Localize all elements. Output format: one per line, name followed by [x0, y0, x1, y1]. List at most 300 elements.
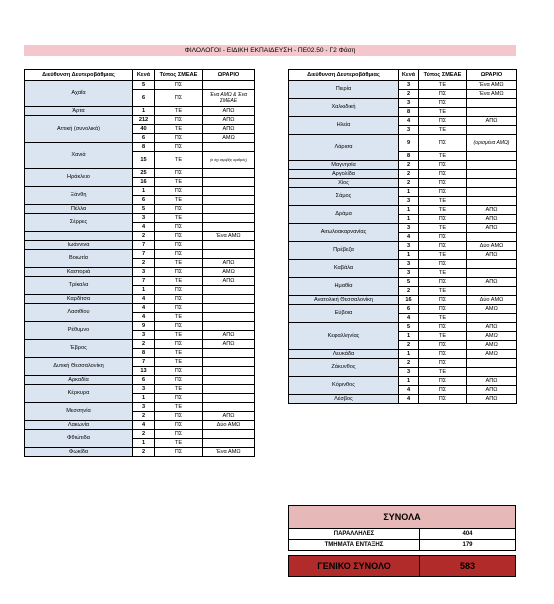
direction-name: Σέρρες [25, 214, 133, 232]
schedule [203, 430, 255, 439]
direction-name: Έβρος [25, 340, 133, 358]
school-type: ΠΣ [155, 376, 203, 385]
direction-name: Πέλλα [25, 205, 133, 214]
school-type: ΠΣ [155, 116, 203, 125]
schedule: (ο όχι ακριβής αριθμός) [203, 152, 255, 169]
table-row [289, 188, 517, 197]
direction-name: Αχαΐα [25, 81, 133, 107]
vacancy-count: 2 [399, 287, 419, 296]
direction-name: Κέρκυρα [25, 385, 133, 403]
vacancy-count: 7 [133, 277, 155, 286]
schedule [467, 233, 517, 242]
table-row [25, 430, 255, 439]
vacancy-count: 2 [133, 259, 155, 268]
direction-name: Κεφαλληνίας [289, 323, 399, 350]
vacancy-count: 2 [133, 232, 155, 241]
school-type: ΠΣ [155, 340, 203, 349]
vacancy-count: 8 [133, 143, 155, 152]
vacancy-count: 3 [399, 81, 419, 90]
school-type: ΤΕ [155, 385, 203, 394]
right-vacancies-table [288, 69, 517, 404]
vacancy-count: 2 [399, 161, 419, 170]
school-type: ΠΣ [419, 377, 467, 386]
schedule [203, 349, 255, 358]
direction-name: Ζάκυνθος [289, 359, 399, 377]
school-type: ΠΣ [419, 99, 467, 108]
schedule [467, 161, 517, 170]
left-vacancies-table [24, 69, 255, 457]
school-type: ΤΕ [155, 214, 203, 223]
vacancy-count: 1 [399, 377, 419, 386]
vacancy-count: 6 [133, 376, 155, 385]
schedule: ΑΠΩ [203, 259, 255, 268]
schedule [203, 376, 255, 385]
school-type: ΤΕ [155, 259, 203, 268]
vacancy-count: 16 [133, 178, 155, 187]
school-type: ΤΕ [155, 331, 203, 340]
schedule [467, 99, 517, 108]
vacancy-count: 8 [133, 349, 155, 358]
table-row [25, 205, 255, 214]
vacancy-count: 5 [399, 278, 419, 287]
schedule [203, 385, 255, 394]
vacancy-count: 25 [133, 169, 155, 178]
school-type: ΠΣ [419, 179, 467, 188]
vacancy-count: 3 [133, 214, 155, 223]
vacancy-count: 4 [399, 395, 419, 404]
schedule: ΑΠΩ [467, 206, 517, 215]
school-type: ΠΣ [155, 295, 203, 304]
schedule [203, 214, 255, 223]
direction-name: Ανατολική Θεσσαλονίκη [289, 296, 399, 305]
direction-name: Αργολίδα [289, 170, 399, 179]
totals-panel [288, 505, 516, 577]
vacancy-count: 3 [133, 385, 155, 394]
direction-name: Βοιωτία [25, 250, 133, 268]
vacancy-count: 3 [133, 403, 155, 412]
school-type: ΠΣ [155, 250, 203, 259]
school-type: ΠΣ [155, 322, 203, 331]
schedule [203, 394, 255, 403]
vacancy-count: 3 [399, 224, 419, 233]
direction-name: Ιωάννινα [25, 241, 133, 250]
schedule: ΑΜΩ [467, 305, 517, 314]
vacancy-count: 4 [399, 386, 419, 395]
vacancy-count: 13 [133, 367, 155, 376]
table-row [289, 99, 517, 108]
table-row [289, 242, 517, 251]
table-row [289, 179, 517, 188]
schedule: ΑΠΩ [467, 278, 517, 287]
vacancy-count: 3 [399, 260, 419, 269]
table-header-row [25, 70, 255, 81]
vacancy-count: 15 [133, 152, 155, 169]
schedule: ΑΠΩ [467, 251, 517, 260]
school-type: ΠΣ [419, 188, 467, 197]
direction-name: Μεσσηνία [25, 403, 133, 421]
table-row [25, 448, 255, 457]
parallel-label: ΠΑΡΑΛΛΗΛΕΣ [289, 529, 420, 539]
schedule [467, 170, 517, 179]
direction-name: Φθιώτιδα [25, 430, 133, 448]
schedule [203, 169, 255, 178]
direction-name: Φωκίδα [25, 448, 133, 457]
vacancy-count: 3 [399, 242, 419, 251]
vacancy-count: 2 [399, 170, 419, 179]
vacancy-count: 7 [133, 250, 155, 259]
school-type: ΤΕ [155, 152, 203, 169]
direction-name: Κόρινθος [289, 377, 399, 395]
schedule: ΑΠΩ [467, 395, 517, 404]
school-type: ΠΣ [155, 143, 203, 152]
table-row [25, 385, 255, 394]
school-type: ΠΣ [419, 233, 467, 242]
table-row [25, 81, 255, 90]
direction-name: Χαλκιδική [289, 99, 399, 117]
header-direction: Διεύθυνση Δευτεροβάθμιας [289, 70, 399, 81]
table-row [289, 117, 517, 126]
school-type: ΠΣ [419, 395, 467, 404]
header-schedule: ΩΡΑΡΙΟ [203, 70, 255, 81]
vacancy-count: 9 [133, 322, 155, 331]
direction-name: Δράμα [289, 206, 399, 224]
direction-name: Τρίκαλα [25, 277, 133, 295]
vacancy-count: 4 [133, 313, 155, 322]
schedule: ΑΠΩ [467, 224, 517, 233]
schedule [203, 223, 255, 232]
schedule: ΑΜΩ [467, 341, 517, 350]
vacancy-count: 3 [399, 368, 419, 377]
vacancy-count: 3 [399, 126, 419, 135]
table-row [289, 395, 517, 404]
schedule: Ένα ΑΜΩ [467, 90, 517, 99]
vacancy-count: 4 [399, 233, 419, 242]
schedule [203, 143, 255, 152]
schedule: Ένα ΑΜΩ [467, 81, 517, 90]
direction-name: Μαγνησία [289, 161, 399, 170]
vacancy-count: 1 [133, 394, 155, 403]
table-row [25, 241, 255, 250]
grand-total-value: 583 [459, 561, 476, 571]
school-type: ΠΣ [155, 232, 203, 241]
direction-name: Λακωνία [25, 421, 133, 430]
schedule: ΑΜΩ [467, 350, 517, 359]
direction-name: Πρέβεζα [289, 242, 399, 260]
vacancy-count: 1 [133, 187, 155, 196]
direction-name: Χίος [289, 179, 399, 188]
table-row [25, 322, 255, 331]
school-type: ΠΣ [419, 215, 467, 224]
table-row [289, 377, 517, 386]
schedule: ΑΠΩ [467, 215, 517, 224]
school-type: ΤΕ [419, 206, 467, 215]
schedule: ΑΠΩ [467, 323, 517, 332]
schedule [203, 367, 255, 376]
school-type: ΤΕ [155, 349, 203, 358]
table-row [289, 296, 517, 305]
vacancy-count: 4 [399, 117, 419, 126]
vacancy-count: 2 [399, 179, 419, 188]
vacancy-count: 4 [133, 421, 155, 430]
vacancy-count: 4 [133, 304, 155, 313]
schedule [467, 197, 517, 206]
direction-name: Λευκάδα [289, 350, 399, 359]
school-type: ΠΣ [419, 170, 467, 179]
vacancy-count: 2 [133, 340, 155, 349]
vacancy-count: 1 [133, 107, 155, 116]
table-row [289, 350, 517, 359]
vacancy-count: 6 [133, 134, 155, 143]
school-type: ΠΣ [155, 134, 203, 143]
table-row [25, 295, 255, 304]
school-type: ΠΣ [419, 90, 467, 99]
schedule [467, 287, 517, 296]
direction-name: Ξάνθη [25, 187, 133, 205]
school-type: ΤΕ [419, 314, 467, 323]
schedule [467, 179, 517, 188]
table-row [25, 116, 255, 125]
school-type: ΠΣ [419, 242, 467, 251]
table-row [25, 107, 255, 116]
vacancy-count: 6 [133, 90, 155, 107]
direction-name: Λάρισα [289, 135, 399, 161]
vacancy-count: 6 [399, 305, 419, 314]
schedule [467, 359, 517, 368]
schedule [467, 108, 517, 117]
school-type: ΠΣ [155, 90, 203, 107]
schedule [203, 205, 255, 214]
direction-name: Άρτα [25, 107, 133, 116]
table-row [289, 170, 517, 179]
vacancy-count: 1 [399, 206, 419, 215]
vacancy-count: 8 [399, 108, 419, 117]
school-type: ΠΣ [155, 394, 203, 403]
table-row [25, 277, 255, 286]
table-row [289, 206, 517, 215]
vacancy-count: 7 [133, 358, 155, 367]
vacancy-count: 1 [399, 251, 419, 260]
school-type: ΤΕ [419, 368, 467, 377]
table-row [25, 250, 255, 259]
vacancy-count: 5 [399, 323, 419, 332]
school-type: ΠΣ [419, 296, 467, 305]
school-type: ΠΣ [155, 430, 203, 439]
vacancy-count: 212 [133, 116, 155, 125]
vacancy-count: 1 [399, 215, 419, 224]
vacancy-count: 5 [133, 205, 155, 214]
school-type: ΠΣ [419, 161, 467, 170]
school-type: ΤΕ [155, 403, 203, 412]
schedule: ΑΠΩ [203, 277, 255, 286]
schedule [467, 260, 517, 269]
vacancy-count: 9 [399, 135, 419, 152]
grand-total-label: ΓΕΝΙΚΟ ΣΥΝΟΛΟ [289, 556, 420, 576]
school-type: ΤΕ [155, 277, 203, 286]
table-row [25, 143, 255, 152]
school-type: ΠΣ [155, 169, 203, 178]
table-row [25, 214, 255, 223]
table-row [25, 421, 255, 430]
vacancy-count: 40 [133, 125, 155, 134]
vacancy-count: 1 [399, 350, 419, 359]
grand-total-row [288, 555, 516, 577]
school-type: ΠΣ [419, 278, 467, 287]
table-row [289, 305, 517, 314]
vacancy-count: 6 [133, 196, 155, 205]
schedule: ΑΠΩ [203, 125, 255, 134]
schedule: Ένα ΑΜΩ [203, 448, 255, 457]
school-type: ΠΣ [155, 268, 203, 277]
page-title: ΦΙΛΟΛΟΓΟΙ - ΕΙΔΙΚΗ ΕΚΠΑΙΔΕΥΣΗ - ΠΕ02.50 - Γ2 Φάση [24, 45, 516, 56]
table-row [25, 403, 255, 412]
header-type: Τύπος ΣΜΕΑΕ [419, 70, 467, 81]
vacancy-count: 2 [399, 90, 419, 99]
schedule: ΑΠΩ [203, 340, 255, 349]
school-type: ΤΕ [155, 178, 203, 187]
vacancy-count: 5 [133, 81, 155, 90]
direction-name [25, 232, 133, 241]
vacancy-count: 3 [133, 268, 155, 277]
schedule [203, 322, 255, 331]
vacancy-count: 1 [399, 332, 419, 341]
direction-name: Λέσβος [289, 395, 399, 404]
vacancy-count: 4 [133, 223, 155, 232]
school-type: ΤΕ [419, 251, 467, 260]
vacancy-count: 3 [133, 331, 155, 340]
schedule [203, 178, 255, 187]
school-type: ΤΕ [155, 196, 203, 205]
school-type: ΠΣ [155, 304, 203, 313]
vacancy-count: 2 [133, 430, 155, 439]
table-row [25, 376, 255, 385]
school-type: ΠΣ [419, 350, 467, 359]
school-type: ΠΣ [419, 323, 467, 332]
schedule [467, 152, 517, 161]
school-type: ΤΕ [419, 287, 467, 296]
direction-name: Πιερία [289, 81, 399, 99]
header-vacancies: Κενά [133, 70, 155, 81]
school-type: ΤΕ [155, 439, 203, 448]
school-type: ΤΕ [419, 197, 467, 206]
parallel-value: 404 [462, 531, 473, 537]
schedule [203, 241, 255, 250]
table-row [25, 232, 255, 241]
direction-name: Δυτική Θεσσαλονίκη [25, 358, 133, 376]
school-type: ΤΕ [155, 358, 203, 367]
table-row [289, 81, 517, 90]
schedule [203, 295, 255, 304]
school-type: ΠΣ [419, 386, 467, 395]
school-type: ΠΣ [419, 117, 467, 126]
school-type: ΠΣ [155, 81, 203, 90]
school-type: ΠΣ [155, 448, 203, 457]
schedule: (ορισμένα ΑΜΩ) [467, 135, 517, 152]
direction-name: Ρέθυμνο [25, 322, 133, 340]
schedule [467, 126, 517, 135]
school-type: ΠΣ [155, 286, 203, 295]
vacancy-count: 3 [399, 99, 419, 108]
school-type: ΤΕ [155, 313, 203, 322]
vacancy-count: 2 [399, 359, 419, 368]
school-type: ΤΕ [419, 269, 467, 278]
school-type: ΠΣ [419, 359, 467, 368]
schedule: Δύο ΑΜΩ [467, 242, 517, 251]
school-type: ΠΣ [419, 341, 467, 350]
schedule: Ένα ΑΜΩ [203, 232, 255, 241]
integration-label: ΤΜΗΜΑΤΑ ΕΝΤΑΞΗΣ [289, 540, 420, 550]
school-type: ΠΣ [155, 187, 203, 196]
header-schedule: ΩΡΑΡΙΟ [467, 70, 517, 81]
schedule: ΑΠΩ [467, 386, 517, 395]
table-row [289, 323, 517, 332]
table-row [25, 358, 255, 367]
schedule [203, 403, 255, 412]
school-type: ΤΕ [419, 108, 467, 117]
vacancy-count: 7 [133, 241, 155, 250]
integration-value: 179 [462, 542, 473, 548]
school-type: ΤΕ [419, 126, 467, 135]
vacancy-count: 16 [399, 296, 419, 305]
vacancy-count: 2 [133, 412, 155, 421]
schedule: Δύο ΑΜΩ [203, 421, 255, 430]
table-row [289, 278, 517, 287]
table-row [25, 304, 255, 313]
schedule [467, 314, 517, 323]
direction-name: Ηλεία [289, 117, 399, 135]
schedule: ΑΜΩ [203, 134, 255, 143]
school-type: ΠΣ [155, 412, 203, 421]
vacancy-count: 1 [133, 439, 155, 448]
direction-name: Ηράκλειο [25, 169, 133, 187]
schedule [203, 358, 255, 367]
schedule [203, 187, 255, 196]
direction-name: Καβάλα [289, 260, 399, 278]
direction-name: Αρκαδία [25, 376, 133, 385]
table-row [289, 224, 517, 233]
school-type: ΠΣ [419, 260, 467, 269]
schedule [467, 269, 517, 278]
schedule: ΑΠΩ [203, 107, 255, 116]
header-type: Τύπος ΣΜΕΑΕ [155, 70, 203, 81]
schedule [203, 286, 255, 295]
direction-name: Εύβοια [289, 305, 399, 323]
table-header-row [289, 70, 517, 81]
school-type: ΤΕ [419, 224, 467, 233]
school-type: ΠΣ [155, 223, 203, 232]
schedule: Δύο ΑΜΩ [467, 296, 517, 305]
vacancy-count: 3 [399, 197, 419, 206]
direction-name: Καστοριά [25, 268, 133, 277]
school-type: ΠΣ [155, 241, 203, 250]
vacancy-count: 4 [399, 314, 419, 323]
vacancy-count: 1 [133, 286, 155, 295]
schedule: ΑΜΩ [467, 332, 517, 341]
schedule: ΑΠΩ [203, 116, 255, 125]
schedule: Ένα ΑΜΩ & Ένα ΣΜΕΑΕ [203, 90, 255, 107]
schedule: ΑΜΩ [203, 268, 255, 277]
vacancy-count: 4 [133, 295, 155, 304]
vacancy-count: 8 [399, 152, 419, 161]
schedule [467, 188, 517, 197]
schedule: ΑΠΩ [467, 377, 517, 386]
direction-name: Λασιθίου [25, 304, 133, 322]
school-type: ΠΣ [155, 421, 203, 430]
schedule: ΑΠΩ [467, 117, 517, 126]
school-type: ΠΣ [419, 305, 467, 314]
direction-name: Αιτωλοακαρνανίας [289, 224, 399, 242]
schedule [203, 250, 255, 259]
totals-title: ΣΥΝΟΛΑ [288, 505, 516, 529]
